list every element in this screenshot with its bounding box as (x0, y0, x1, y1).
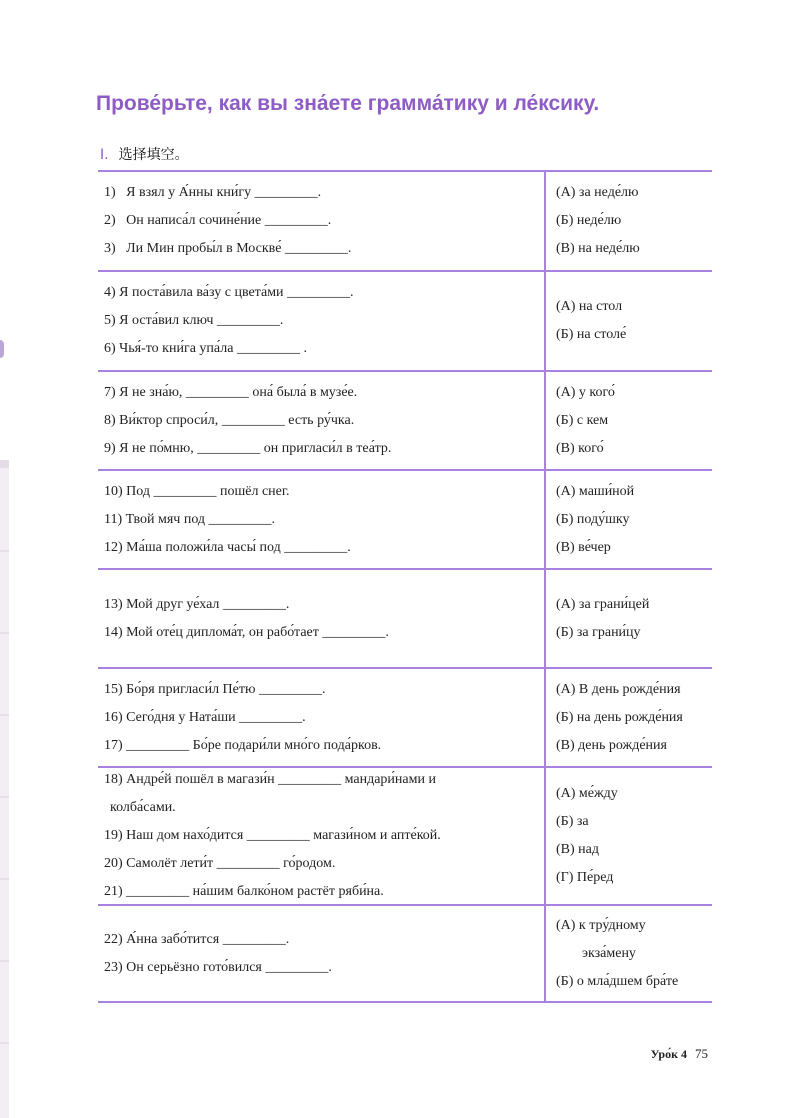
options-column (546, 906, 712, 1001)
question: 11) Твой мяч под _________. (104, 511, 276, 527)
question: 10) Под _________ пошёл снег. (104, 483, 290, 499)
options-column (546, 471, 712, 568)
exercise-group (98, 766, 712, 904)
exercise-group (98, 904, 712, 1003)
answer-option: (В) над (556, 842, 599, 857)
question: 22) А́нна забо́тится _________. (104, 931, 290, 947)
answer-option: (А) маши́ной (556, 483, 635, 499)
answer-option: (Б) за (556, 814, 589, 829)
exercise-group (98, 667, 712, 766)
options-column (546, 372, 712, 469)
question: 20) Самолёт лети́т _________ го́родом. (104, 856, 336, 871)
answer-option: (Б) на день рожде́ния (556, 709, 683, 725)
answer-option: (Б) на столе́ (556, 327, 627, 342)
lesson-label: Уро́к 4 (650, 1047, 687, 1061)
answer-option: (В) день рожде́ния (556, 737, 667, 753)
questions-column (98, 172, 544, 270)
question: 9) Я не по́мню, _________ он пригласи́л в теа́тр. (104, 440, 392, 456)
question: 12) Ма́ша положи́ла часы́ под _________. (104, 539, 351, 555)
questions-column (98, 768, 544, 904)
page-edge-strip (0, 460, 9, 1118)
question: 23) Он серьёзно гото́вился _________. (104, 959, 332, 975)
answer-option: (Б) за грани́цу (556, 624, 641, 640)
answer-option: (А) к тру́дному (556, 917, 646, 933)
answer-option: (А) ме́жду (556, 786, 618, 801)
task-header (100, 144, 189, 164)
question: 3) Ли Мин пробы́л в Москве́ _________. (104, 241, 352, 256)
question: 17) _________ Бо́ре подари́ли мно́го пода́рков. (104, 737, 382, 753)
answer-option: (А) за грани́цей (556, 596, 650, 612)
question: 16) Сего́дня у Ната́ши _________. (104, 709, 306, 725)
question: 1) Я взял у А́нны кни́гу _________. (104, 185, 322, 200)
answer-option: (А) за неде́лю (556, 185, 639, 200)
questions-column (98, 372, 544, 469)
question: 4) Я поста́вила ва́зу с цвета́ми _________. (104, 285, 354, 300)
page-edge-tab (0, 340, 4, 358)
task-number: I. (100, 147, 109, 163)
options-column (546, 669, 712, 766)
question: 6) Чья́-то кни́га упа́ла _________ . (104, 341, 307, 356)
question: 21) _________ на́шим балко́ном растёт ряби́на. (104, 884, 384, 899)
questions-column (98, 570, 544, 667)
question-continuation: колба́сами. (110, 800, 176, 815)
question: 7) Я не зна́ю, _________ она́ была́ в музе́е. (104, 384, 358, 400)
question: 14) Мой оте́ц диплома́т, он рабо́тает _________. (104, 624, 389, 640)
question: 13) Мой друг уе́хал _________. (104, 596, 290, 612)
answer-option-continuation: экза́мену (582, 945, 636, 961)
task-instruction: 选择填空。 (118, 147, 189, 163)
questions-column (98, 471, 544, 568)
exercise-group (98, 568, 712, 667)
question: 8) Ви́ктор спроси́л, _________ есть ру́чка. (104, 412, 355, 428)
exercise-group (98, 170, 712, 270)
exercise-table (98, 170, 712, 1003)
page-number: 75 (695, 1046, 708, 1061)
questions-column (98, 272, 544, 370)
questions-column (98, 669, 544, 766)
question: 15) Бо́ря пригласи́л Пе́тю _________. (104, 681, 326, 697)
questions-column (98, 906, 544, 1001)
answer-option: (Б) о мла́дшем бра́те (556, 973, 679, 989)
options-column (546, 768, 712, 904)
exercise-group (98, 270, 712, 370)
question: 2) Он написа́л сочине́ние _________. (104, 213, 332, 228)
page-footer (651, 1046, 708, 1062)
answer-option: (Б) с кем (556, 412, 609, 428)
answer-option: (А) В день рожде́ния (556, 681, 681, 697)
answer-option: (А) у кого́ (556, 384, 615, 400)
question: 5) Я оста́вил ключ _________. (104, 313, 284, 328)
exercise-group (98, 370, 712, 469)
answer-option: (Б) неде́лю (556, 213, 622, 228)
answer-option: (В) на неде́лю (556, 241, 640, 256)
question: 18) Андре́й пошёл в магази́н _________ мандари́нами и (104, 772, 436, 787)
page-title: Прове́рьте, как вы зна́ете грамма́тику и ле́ксику. (96, 92, 600, 115)
answer-option: (В) ве́чер (556, 539, 611, 555)
answer-option: (Г) Пе́ред (556, 870, 614, 885)
exercise-group (98, 469, 712, 568)
options-column (546, 570, 712, 667)
options-column (546, 272, 712, 370)
question: 19) Наш дом нахо́дится _________ магази́ном и апте́кой. (104, 828, 441, 843)
answer-option: (В) кого́ (556, 440, 604, 456)
answer-option: (А) на стол (556, 299, 623, 314)
options-column (546, 172, 712, 270)
answer-option: (Б) поду́шку (556, 511, 630, 527)
